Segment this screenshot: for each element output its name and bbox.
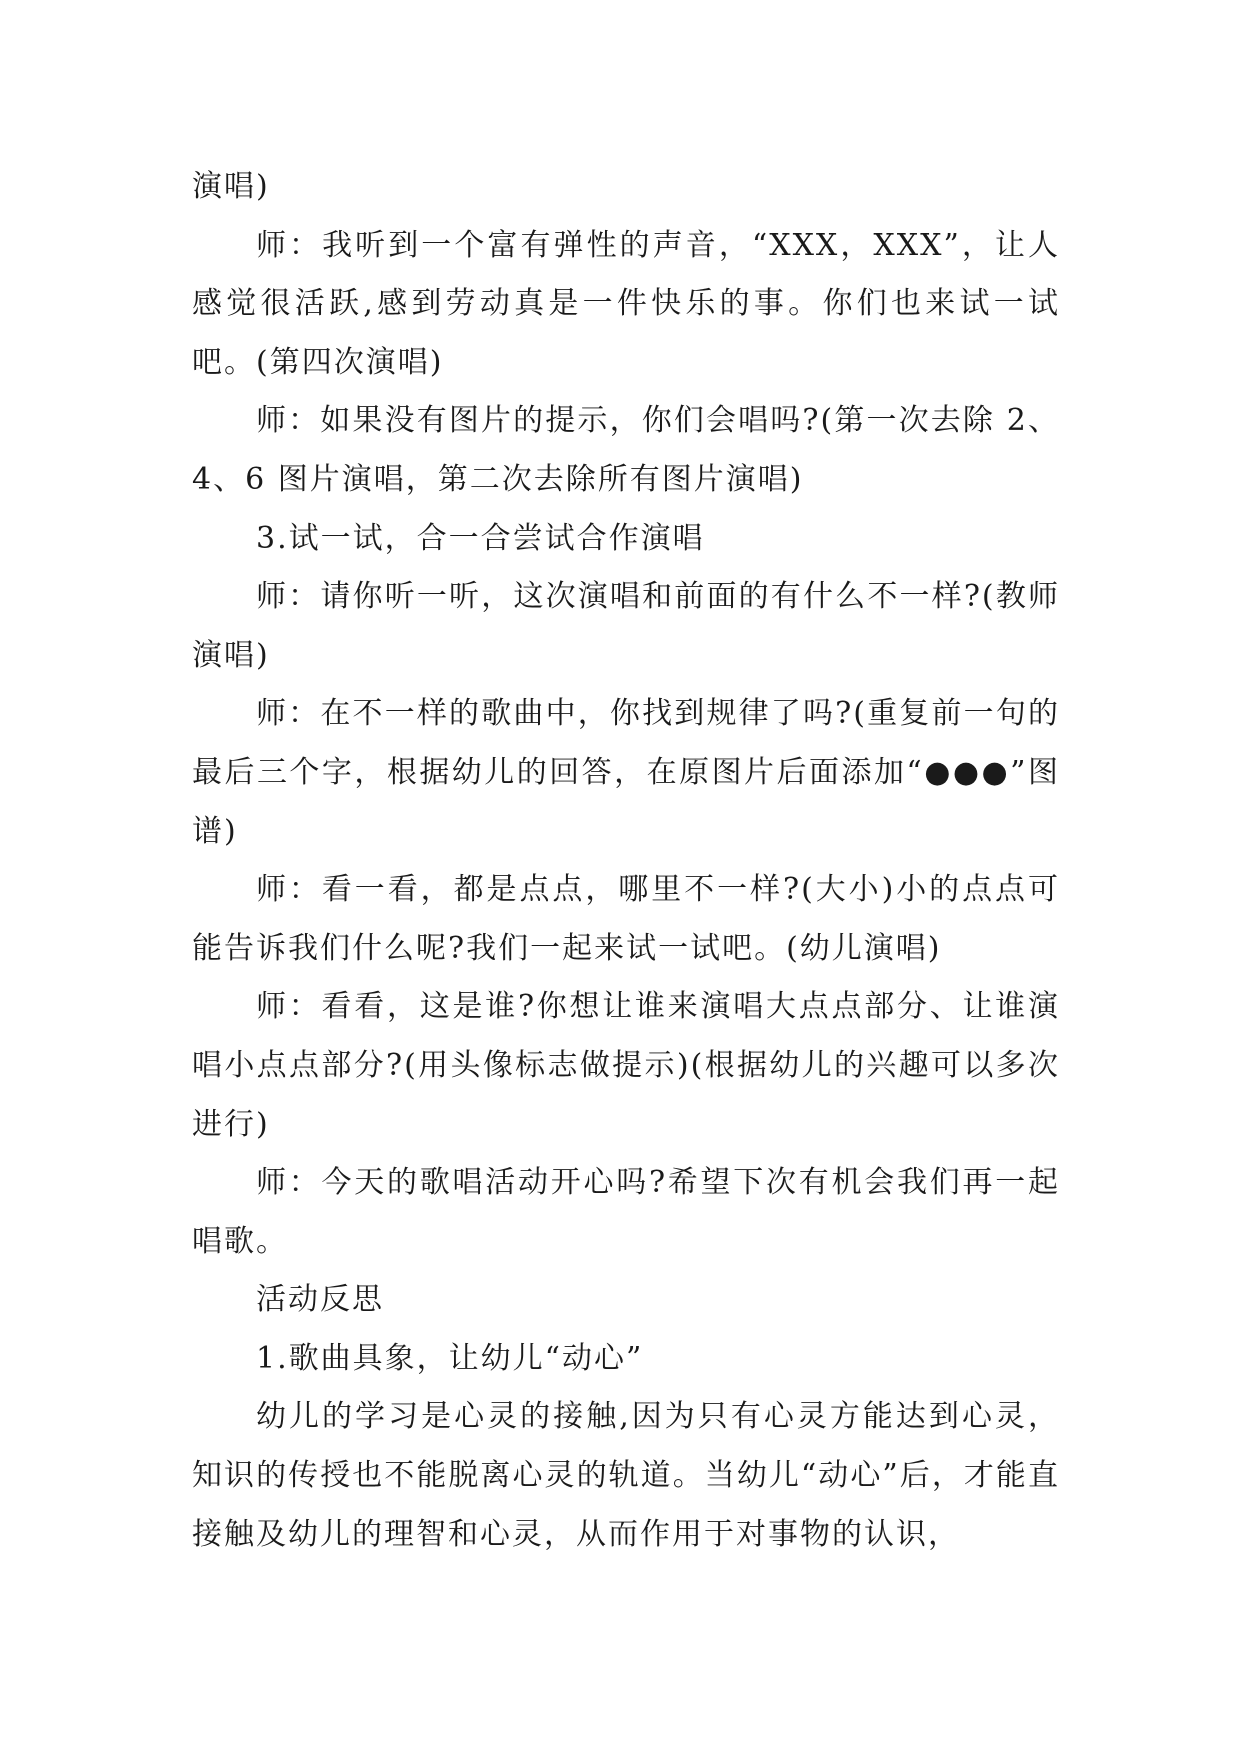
paragraph-teacher-line: 师：如果没有图片的提示，你们会唱吗?(第一次去除 2、4、6 图片演唱，第二次去除所有图片演唱) — [192, 403, 1060, 497]
subsection-heading: 1.歌曲具象，让幼儿“动心” — [256, 1340, 644, 1376]
paragraph-teacher-line: 师：看看，这是谁?你想让谁来演唱大点点部分、让谁演唱小点点部分?(用头像标志做提示)(根据幼儿的兴趣可以多次进行) — [192, 989, 1060, 1142]
paragraph-teacher-line: 师：今天的歌唱活动开心吗?希望下次有机会我们再一起唱歌。 — [192, 1165, 1060, 1259]
paragraph-teacher-line: 师：看一看，都是点点，哪里不一样?(大小)小的点点可能告诉我们什么呢?我们一起来试一试吧。(幼儿演唱) — [192, 872, 1060, 966]
paragraph-body: 幼儿的学习是心灵的接触,因为只有心灵方能达到心灵，知识的传授也不能脱离心灵的轨道。当幼儿“动心”后，才能直接触及幼儿的理智和心灵，从而作用于对事物的认识， — [192, 1399, 1060, 1552]
paragraph-continuation: 演唱) — [192, 169, 270, 204]
paragraph-teacher-line: 师：在不一样的歌曲中，你找到规律了吗?(重复前一句的最后三个字，根据幼儿的回答，在原图片后面添加“●●●”图谱) — [192, 696, 1060, 849]
paragraph-teacher-line: 师：我听到一个富有弹性的声音，“XXX，XXX”，让人感觉很活跃,感到劳动真是一件快乐的事。你们也来试一试吧。(第四次演唱) — [192, 227, 1060, 380]
section-heading: 活动反思 — [256, 1282, 384, 1318]
paragraph-teacher-line: 师：请你听一听，这次演唱和前面的有什么不一样?(教师演唱) — [192, 579, 1060, 673]
document-page — [192, 158, 1060, 1564]
section-heading: 3.试一试，合一合尝试合作演唱 — [256, 520, 705, 556]
